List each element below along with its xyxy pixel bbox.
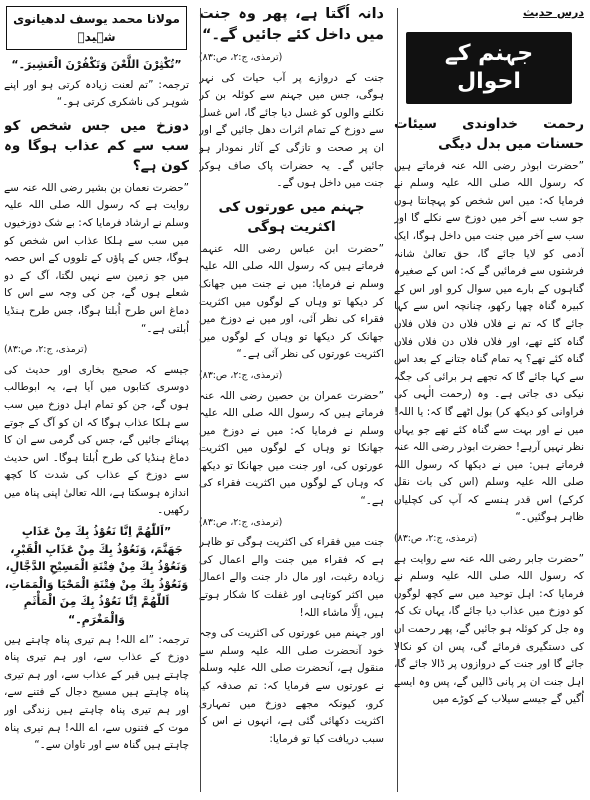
author-name: مولانا محمد یوسف لدھیانوی شہیدؒ: [6, 6, 187, 50]
paragraph: دانہ اُگتا ہے، پھر وہ جنت میں داخل کئے جائیں گے۔“: [199, 6, 384, 43]
article-title: جہنم کے احوال: [406, 32, 572, 104]
paragraph: جنت میں فقراء کی اکثریت ہوگی تو ظاہر ہے کہ فقراء میں جنت والے اعمال کی زیادہ رغبت، اور مال دار جنت والے اعمال میں اکثر کوتاہی اور غفلت کا شکار ہوتے ہیں، اِلَّا ماشاء اللہ!: [199, 536, 384, 619]
paragraph: اور جہنم میں عورتوں کی اکثریت کی وجہ خود آنحضرت صلی اللہ علیہ وسلم سے منقول ہے، آنحضرت صلی اللہ علیہ وسلم نے عورتوں سے فرمایا کہ: تم صدقہ کیا کرو، کیونکہ مجھے دوزخ میں تمہاری اکثریت دکھائی گئی ہے، انہوں نے اس کا سبب دریافت کیا تو فرمایا:: [199, 627, 384, 745]
column-divider: [397, 8, 398, 792]
paragraph: جیسے کہ صحیح بخاری اور حدیث کی دوسری کتابوں میں آیا ہے، یہ ابوطالب ہوں گے، جن کو تمام اہل دوزخ میں سب سے ہلکا عذاب ہوگا کہ ان کو آگ کے جوتے پہنائے جائیں گے، جس کی گرمی سے ان کا دماغ ہنڈیا کی طرح اُبلتا ہوگا۔ اس حدیث سے دوزخ کے عذاب کی شدت کا کچھ اندازہ ہوسکتا ہے، اللہ تعالیٰ اپنی پناہ میں رکھیں۔: [4, 363, 189, 517]
column-right: [394, 4, 584, 796]
arabic-text: ”تُكْثِرْنَ اللَّعْنَ وَتَكْفُرْنَ الْعَشِيرَ۔“: [11, 58, 182, 71]
paragraph: ”حضرت نعمان بن بشیر رضی اللہ عنہ سے روایت ہے کہ رسول اللہ صلی اللہ علیہ وسلم نے ارشاد فرمایا کہ: بے شک دوزخیوں میں سب سے ہلکا عذاب اس شخص کو ہوگا، جس کے پاؤں کے تلووں کے اس حصہ میں جو زمین سے نہیں لگتا، آگ کے دو شعلے ہوں گے، جن کی وجہ سے اس کا دماغ اس طرح اُبلتا ہوگا، جس طرح ہنڈیا اُبلتی ہے۔“: [4, 181, 189, 335]
paragraph: ترجمہ: ”تم لعنت زیادہ کرتی ہو اور اپنے شوہر کی ناشکری کرتی ہو۔“: [4, 78, 189, 109]
paragraph: ”حضرت عمران بن حصین رضی اللہ عنہ فرماتے ہیں کہ رسول اللہ صلی اللہ علیہ وسلم نے فرمایا کہ: میں نے دوزخ میں جھانکا تو وہاں کے لوگوں میں اکثریت عورتوں کی، اور جنت میں جھانکا تو دیکھا کہ وہاں کے لوگوں میں اکثریت فقراء کی ہے۔“: [199, 389, 384, 508]
paragraph: جنت کے دروازے پر آب حیات کی نہر ہوگی، جس میں جہنم سے کوئلہ بن کر نکلنے والوں کو غسل دیا جائے گا، اس غسل سے دوزخ کے تمام اثرات دھل جائیں گے اور ان پر صحت و تازگی کے آثار نمودار ہو جائیں گے۔ یہ حضرات پاک صاف ہوکر جنت میں داخل ہوں گے۔: [199, 71, 384, 190]
column-left: [4, 4, 189, 796]
subheading: رحمت خداوندی سیئات حسنات میں بدل دیگی: [394, 115, 584, 152]
column-middle: [199, 4, 384, 796]
column-divider: [200, 8, 201, 792]
arabic-text: ”اَللّٰهُمَّ اِنَّا نَعُوْذُ بِكَ مِنْ عَذَابِ جَهَنَّمَ، وَنَعُوْذُ بِكَ مِنْ عَذَابِ الْقَبْرِ، وَنَعُوْذُ بِكَ مِنْ فِتْنَةِ الْمَسِيْحِ الدَّجَّالِ، وَنَعُوْذُ بِكَ مِنْ فِتْنَةِ الْمَحْيَا وَالْمَمَاتِ، اَللّٰهُمَّ اِنَّا نَعُوْذُ بِكَ مِنَ الْمَأْثَمِ وَالْمَغْرَمِ۔“: [4, 525, 189, 627]
newspaper-page: [4, 4, 584, 796]
subheading: جہنم میں عورتوں کی اکثریت ہوگی: [218, 198, 365, 235]
reference: (ترمذی، ج:۲، ص:۸۳): [394, 533, 478, 545]
subheading: دوزخ میں جس شخص کو سب سے کم عذاب ہوگا وہ کون ہے؟: [4, 117, 189, 174]
reference: (ترمذی، ج:۲، ص:۸۳): [199, 369, 283, 381]
paragraph: ”حضرت جابر رضی اللہ عنہ سے روایت ہے کہ رسول اللہ صلی اللہ علیہ وسلم نے فرمایا کہ: اہل توحید میں سے کچھ لوگوں کو دوزخ میں عذاب دیا جائے گا، یہاں تک کہ وہ جل کر کوئلہ ہو جائیں گے، پھر رحمت ان کی دستگیری فرمائے گی، پس ان کو نکالا جائے گا اور جنت کے دروازوں پر ڈالا جائے گا، اہل جنت ان پر پانی ڈالیں گے، پس وہ ایسے اُگیں گے جیسے سیلاب کے کوڑے میں: [394, 552, 584, 706]
paragraph: ترجمہ: ”اے اللہ! ہم تیری پناہ چاہتے ہیں دوزخ کے عذاب سے، اور ہم تیری پناہ چاہتے ہیں قبر کے عذاب سے، اور ہم تیری پناہ چاہتے ہیں مسیح دجال کے فتنے سے، اور ہم تیری پناہ چاہتے ہیں زندگی اور موت کے فتنوں سے، اے اللہ! ہم تیری پناہ چاہتے ہیں گناہ سے اور تاوان سے۔“: [4, 633, 189, 752]
paragraph: ”حضرت ابن عباس رضی اللہ عنہما فرماتے ہیں کہ رسول اللہ صلی اللہ علیہ وسلم نے فرمایا: میں نے جنت میں جھانک کر دیکھا تو وہاں کے لوگوں میں اکثریت فقراء کی نظر آئی، اور میں نے دوزخ میں جھانک کر دیکھا تو وہاں کے لوگوں میں اکثریت عورتوں کی نظر آئی ہے۔“: [199, 242, 384, 361]
page-label: درس حدیث: [522, 6, 584, 19]
reference: (ترمذی، ج:۲، ص:۸۳): [199, 516, 283, 528]
paragraph: ”حضرت ابوذر رضی اللہ عنہ فرماتے ہیں کہ رسول اللہ صلی اللہ علیہ وسلم نے فرمایا کہ: میں اس شخص کو پہچانتا ہوں جو سب سے آخر میں دوزخ سے نکلے گا اور سب سے آخر میں جنت میں داخل ہوگا، ایک آدمی کو لایا جائے گا، حق تعالیٰ شانہ فرشتوں سے فرمائیں گے کہ: اس کے صغیرہ گناہوں کے بارے میں سوال کرو اور اس کے کبیرہ گناہ چھپا رکھو، چنانچہ اس سے کہا جائے گا کہ تم نے فلاں فلاں دن فلاں فلاں گناہ کئے تھے، اور فلاں فلاں دن فلاں فلاں گناہ کئے تھے؟ یہ تمام گناہ جتانے کے بعد اس سے کہا جائے گا کہ تجھے ہر برائی کی جگہ نیکی دی جاتی ہے۔ وہ (رحمت الٰہی کی فراوانی کو دیکھ کر) بول اٹھے گا کہ: یا اللہ! میں نے اور بہت سے گناہ کئے تھے جو یہاں نظر نہیں آرہے! حضرت ابوذر رضی اللہ عنہ فرماتے ہیں: میں نے دیکھا کہ رسول اللہ صلی اللہ علیہ وسلم (اس کی بات نقل کرکے) اس قدر ہنسے کہ آپ کی کچلیاں ظاہر ہوگئیں۔“: [394, 159, 584, 524]
reference: (ترمذی، ج:۲، ص:۸۳): [4, 344, 88, 356]
reference: (ترمذی، ج:۲، ص:۸۳): [199, 52, 283, 63]
